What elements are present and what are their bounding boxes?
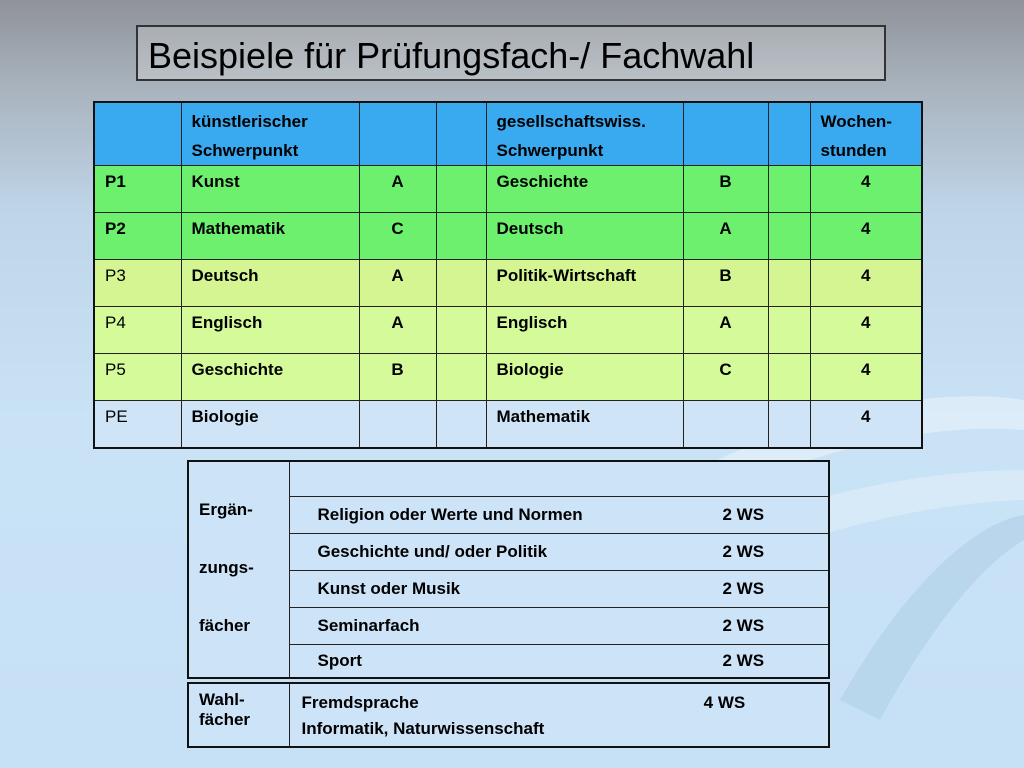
subject-2: Deutsch <box>486 213 683 260</box>
subject-2: Englisch <box>486 307 683 354</box>
subject-1: Biologie <box>181 401 359 448</box>
subject-1: Geschichte <box>181 354 359 401</box>
table-row <box>94 354 922 401</box>
elective-language: Fremdsprache <box>301 693 419 712</box>
title-box <box>136 25 886 81</box>
subject-2: Geschichte <box>486 166 683 213</box>
table-row <box>94 401 922 448</box>
week-hours: 2 WS <box>722 578 765 598</box>
week-hours: 4 WS <box>703 693 746 712</box>
header-empty-cell <box>94 102 181 166</box>
header-empty-cell <box>768 102 810 166</box>
subject-2: Mathematik <box>486 401 683 448</box>
supplementary-label: Ergän- zungs- fächer <box>188 461 289 678</box>
empty-cell <box>436 307 486 354</box>
row-id: PE <box>94 401 181 448</box>
empty-cell <box>436 166 486 213</box>
hours: 4 <box>810 260 922 307</box>
hours: 4 <box>810 307 922 354</box>
table-row <box>94 166 922 213</box>
empty-cell <box>289 461 829 496</box>
hours: 4 <box>810 166 922 213</box>
empty-cell <box>436 401 486 448</box>
empty-cell <box>768 354 810 401</box>
list-item: Seminarfach 2 WS <box>289 607 829 644</box>
grade-2: B <box>683 166 768 213</box>
elective-subjects-table <box>187 682 830 748</box>
grade-1: C <box>359 213 436 260</box>
row-id: P2 <box>94 213 181 260</box>
table-header-row <box>94 102 922 166</box>
grade-1 <box>359 401 436 448</box>
page-title: Beispiele für Prüfungsfach-/ Fachwahl <box>148 35 755 76</box>
grade-2: B <box>683 260 768 307</box>
subject-1: Kunst <box>181 166 359 213</box>
exam-subjects-table <box>93 101 923 449</box>
list-item: Geschichte und/ oder Politik 2 WS <box>289 533 829 570</box>
table-row <box>94 307 922 354</box>
list-item: Kunst oder Musik 2 WS <box>289 570 829 607</box>
subject-2: Politik-Wirtschaft <box>486 260 683 307</box>
week-hours: 2 WS <box>722 650 765 670</box>
empty-cell <box>768 213 810 260</box>
hours: 4 <box>810 354 922 401</box>
elective-science: Informatik, Naturwissenschaft <box>301 719 545 738</box>
list-item: Religion oder Werte und Normen 2 WS <box>289 496 829 533</box>
grade-2: A <box>683 213 768 260</box>
grade-2: C <box>683 354 768 401</box>
elective-list <box>289 683 829 747</box>
row-id: P5 <box>94 354 181 401</box>
list-item: Sport 2 WS <box>289 644 829 678</box>
empty-cell <box>768 401 810 448</box>
empty-cell <box>436 354 486 401</box>
grade-2 <box>683 401 768 448</box>
row-id: P3 <box>94 260 181 307</box>
grade-1: B <box>359 354 436 401</box>
week-hours: 2 WS <box>722 615 765 635</box>
empty-cell <box>768 260 810 307</box>
header-artistic-focus: künstlerischer Schwerpunkt <box>181 102 359 166</box>
row-id: P1 <box>94 166 181 213</box>
grade-2: A <box>683 307 768 354</box>
hours: 4 <box>810 213 922 260</box>
table-row <box>94 260 922 307</box>
empty-cell <box>436 213 486 260</box>
subject-1: Mathematik <box>181 213 359 260</box>
hours: 4 <box>810 401 922 448</box>
header-empty-cell <box>683 102 768 166</box>
subject-1: Englisch <box>181 307 359 354</box>
empty-cell <box>768 166 810 213</box>
grade-1: A <box>359 260 436 307</box>
subject-2: Biologie <box>486 354 683 401</box>
grade-1: A <box>359 307 436 354</box>
elective-label: Wahl- fächer <box>188 683 289 747</box>
week-hours: 2 WS <box>722 541 765 561</box>
header-empty-cell <box>359 102 436 166</box>
header-empty-cell <box>436 102 486 166</box>
header-social-focus: gesellschaftswiss. Schwerpunkt <box>486 102 683 166</box>
subject-1: Deutsch <box>181 260 359 307</box>
header-weekly-hours: Wochen- stunden <box>810 102 922 166</box>
table-row <box>94 213 922 260</box>
row-id: P4 <box>94 307 181 354</box>
week-hours: 2 WS <box>722 504 765 524</box>
grade-1: A <box>359 166 436 213</box>
empty-cell <box>436 260 486 307</box>
empty-cell <box>768 307 810 354</box>
supplementary-subjects-table <box>187 460 830 679</box>
